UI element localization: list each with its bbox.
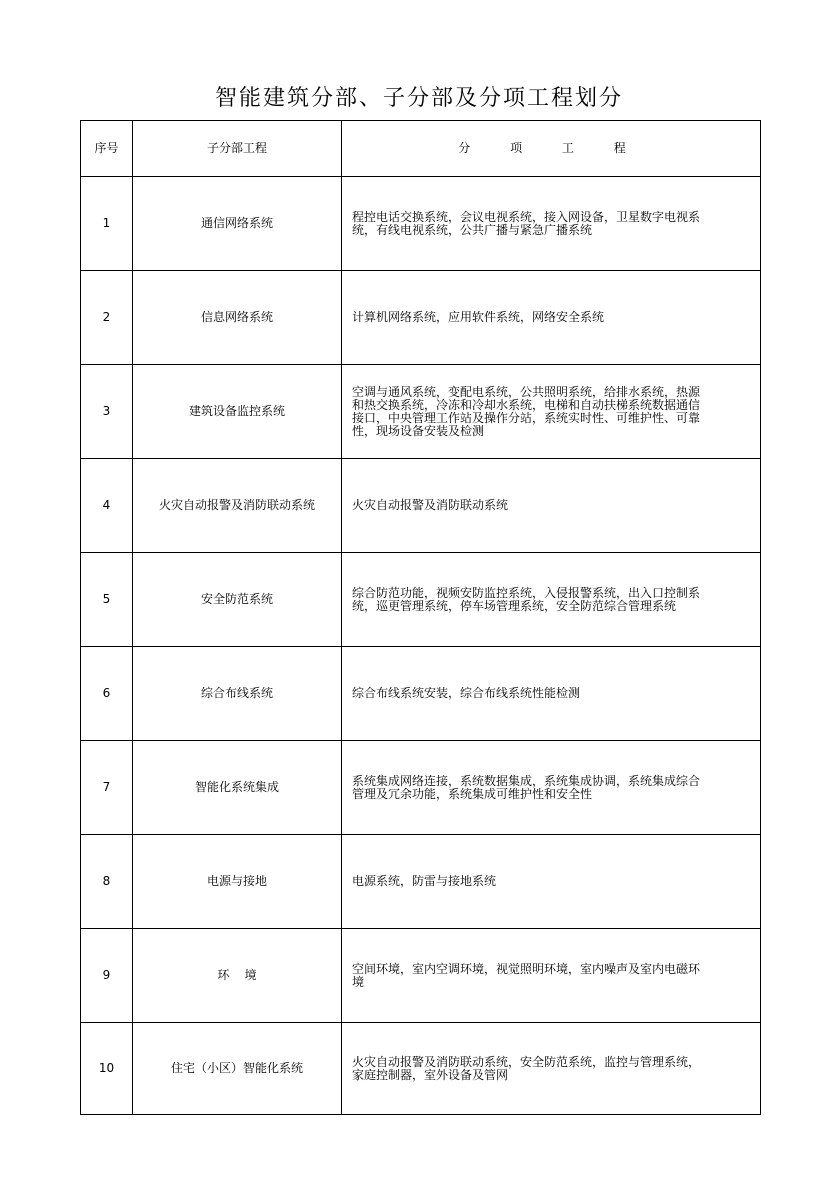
- row-sub-division: 通信网络系统: [133, 177, 342, 271]
- row-items: 系统集成网络连接，系统数据集成，系统集成协调，系统集成综合管理及冗余功能，系统集成可维护性和安全性: [342, 741, 761, 835]
- row-items: 电源系统，防雷与接地系统: [342, 835, 761, 929]
- table-row: [81, 647, 761, 741]
- row-no: 3: [81, 365, 133, 459]
- row-items: 综合防范功能，视频安防监控系统，入侵报警系统，出入口控制系统，巡更管理系统，停车场管理系统，安全防范综合管理系统: [342, 553, 761, 647]
- row-items: 计算机网络系统，应用软件系统，网络安全系统: [342, 271, 761, 365]
- table-row: [81, 459, 761, 553]
- row-items: 空调与通风系统，变配电系统，公共照明系统，给排水系统，热源和热交换系统，冷冻和冷却水系统，电梯和自动扶梯系统数据通信接口，中央管理工作站及操作分站，系统实时性、可维护性、可靠性，现场设备安装及检测: [342, 365, 761, 459]
- row-no: 2: [81, 271, 133, 365]
- header-no: 序号: [81, 121, 133, 177]
- row-sub-division: 综合布线系统: [133, 647, 342, 741]
- row-no: 6: [81, 647, 133, 741]
- table-row: [81, 835, 761, 929]
- row-sub-division: 智能化系统集成: [133, 741, 342, 835]
- row-no: 7: [81, 741, 133, 835]
- header-sub-division: 子分部工程: [133, 121, 342, 177]
- table-row: [81, 177, 761, 271]
- header-item: 分 项 工 程: [342, 121, 761, 177]
- row-sub-division: 安全防范系统: [133, 553, 342, 647]
- row-items: 火灾自动报警及消防联动系统: [342, 459, 761, 553]
- table-header-row: [81, 121, 761, 177]
- row-items: 综合布线系统安装，综合布线系统性能检测: [342, 647, 761, 741]
- row-sub-division: 信息网络系统: [133, 271, 342, 365]
- division-table: [80, 120, 761, 1115]
- table-row: [81, 1023, 761, 1115]
- row-items: 程控电话交换系统，会议电视系统，接入网设备，卫星数字电视系统，有线电视系统，公共广播与紧急广播系统: [342, 177, 761, 271]
- table-row: [81, 929, 761, 1023]
- row-sub-division: 住宅（小区）智能化系统: [133, 1023, 342, 1115]
- page-title: 智能建筑分部、子分部及分项工程划分: [214, 86, 623, 111]
- table-row: [81, 741, 761, 835]
- row-no: 1: [81, 177, 133, 271]
- row-items: 空间环境，室内空调环境，视觉照明环境，室内噪声及室内电磁环境: [342, 929, 761, 1023]
- table-row: [81, 365, 761, 459]
- row-no: 9: [81, 929, 133, 1023]
- row-sub-division: 环 境: [133, 929, 342, 1023]
- row-sub-division: 电源与接地: [133, 835, 342, 929]
- row-no: 8: [81, 835, 133, 929]
- table-row: [81, 271, 761, 365]
- row-sub-division: 建筑设备监控系统: [133, 365, 342, 459]
- row-sub-division: 火灾自动报警及消防联动系统: [133, 459, 342, 553]
- row-no: 10: [81, 1023, 133, 1115]
- row-no: 4: [81, 459, 133, 553]
- table-row: [81, 553, 761, 647]
- row-items: 火灾自动报警及消防联动系统，安全防范系统，监控与管理系统，家庭控制器，室外设备及管网: [342, 1023, 761, 1115]
- row-no: 5: [81, 553, 133, 647]
